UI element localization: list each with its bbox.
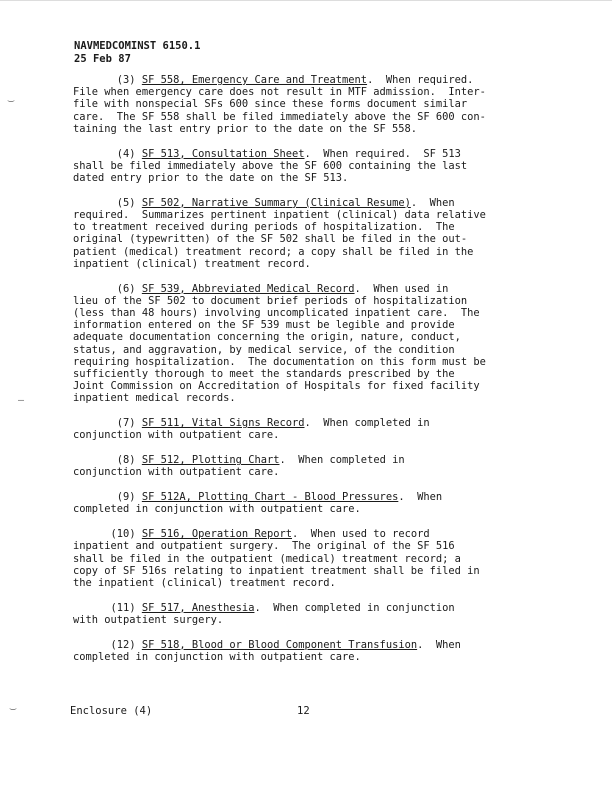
document-header (74, 40, 200, 66)
paragraph-item (73, 74, 553, 135)
form-title: SF 511, Vital Signs Record (141, 417, 305, 430)
line-text: . When completed in conjunction (254, 601, 455, 614)
line-text: . When completed in (279, 454, 405, 467)
margin-mark: — (18, 395, 25, 406)
instruction-number: NAVMEDCOMINST 6150.1 (74, 40, 201, 52)
line-text: . When (398, 491, 443, 504)
paragraph-line: care. The SF 558 shall be filed immediately above the SF 600 con- (73, 110, 486, 123)
paragraph-line: (less than 48 hours) involving uncomplicated inpatient care. The (73, 307, 480, 320)
paragraph-number: (11) (110, 601, 136, 614)
form-title: SF 518, Blood or Blood Component Transfusion (141, 638, 418, 651)
paragraph-line: dated entry prior to the date on the SF 513. (73, 172, 349, 185)
paragraph-line: file with nonspecial SFs 600 since these forms document similar (73, 98, 468, 111)
paragraph-line: completed in conjunction with outpatient care. (73, 503, 361, 516)
paragraph-line (73, 74, 553, 86)
paragraph-line: required. Summarizes pertinent inpatient (clinical) data relative (73, 209, 486, 222)
paragraph-line (73, 639, 553, 651)
line-text: . When completed in (304, 417, 430, 430)
paragraph-item (73, 639, 553, 663)
paragraph-line: to treatment received during periods of hospitalization. The (73, 221, 455, 234)
paragraph-item (73, 528, 553, 589)
paragraph-number: (3) (116, 74, 136, 86)
line-text: . When required. SF 513 (304, 147, 461, 160)
paragraph-item (73, 148, 553, 185)
paragraph-number: (5) (116, 196, 136, 209)
paragraph-line (73, 528, 553, 540)
paragraph-line: original (typewritten) of the SF 502 shall be filed in the out- (73, 233, 468, 246)
paragraph-line (73, 283, 553, 295)
paragraph-number: (6) (116, 282, 136, 295)
paragraph-line (73, 602, 553, 614)
paragraph-line: completed in conjunction with outpatient care. (73, 651, 361, 664)
paragraph-line: sufficiently thorough to meet the standards prescribed by the (73, 368, 455, 381)
instruction-date: 25 Feb 87 (74, 53, 131, 65)
paragraph-number: (7) (116, 417, 136, 430)
paragraph-line (73, 417, 553, 429)
paragraph-number: (4) (116, 147, 136, 160)
paragraph-item (73, 491, 553, 515)
paragraph-line: adequate documentation concerning the origin, nature, conduct, (73, 331, 461, 344)
paragraph-number: (10) (110, 528, 136, 541)
paragraph-line: inpatient (clinical) treatment record. (73, 257, 311, 270)
paragraph-line: patient (medical) treatment record; a copy shall be filed in the (73, 245, 474, 258)
paragraph-line: conjunction with outpatient care. (73, 429, 280, 442)
paragraph-line (73, 197, 553, 209)
paragraph-line (73, 148, 553, 160)
paragraph-line: the inpatient (clinical) treatment record. (73, 577, 336, 590)
enclosure-label: Enclosure (4) (70, 705, 153, 717)
margin-mark: ‿ (8, 92, 15, 103)
form-title: SF 516, Operation Report (141, 528, 292, 541)
margin-mark: ‿ (10, 700, 17, 711)
line-text: . When used to record (291, 528, 430, 541)
paragraph-line: conjunction with outpatient care. (73, 466, 280, 479)
paragraph-line: information entered on the SF 539 must be legible and provide (73, 319, 455, 332)
form-title: SF 513, Consultation Sheet (141, 147, 305, 160)
paragraph-line: shall be filed in the outpatient (medical) treatment record; a (73, 552, 461, 565)
paragraph-line: inpatient medical records. (73, 392, 236, 405)
paragraph-line: taining the last entry prior to the date on the SF 558. (73, 122, 418, 135)
form-title: SF 539, Abbreviated Medical Record (141, 282, 355, 295)
paragraph-item (73, 283, 553, 405)
paragraph-number: (9) (116, 491, 136, 504)
line-text: . When required. (367, 74, 474, 86)
paragraph-item (73, 417, 553, 441)
page-number: 12 (297, 705, 310, 717)
paragraph-item (73, 197, 553, 270)
paragraph-line: Joint Commission on Accreditation of Hospitals for fixed facility (73, 380, 480, 393)
paragraph-line: copy of SF 516s relating to inpatient treatment shall be filed in (73, 564, 480, 577)
paragraph-item (73, 602, 553, 626)
paragraph-number: (12) (110, 638, 136, 651)
paragraph-line: inpatient and outpatient surgery. The original of the SF 516 (73, 540, 455, 553)
form-title: SF 512A, Plotting Chart - Blood Pressures (141, 491, 399, 504)
form-title: SF 517, Anesthesia (141, 601, 255, 614)
line-text: . When used in (354, 282, 449, 295)
paragraph-line: File when emergency care does not result in MTF admission. Inter- (73, 86, 486, 99)
line-text: . When (410, 196, 455, 209)
form-title: SF 502, Narrative Summary (Clinical Resume) (141, 196, 411, 209)
document-body (73, 74, 553, 676)
paragraph-line: lieu of the SF 502 to document brief periods of hospitalization (73, 294, 468, 307)
form-title: SF 558, Emergency Care and Treatment (141, 74, 368, 86)
paragraph-item (73, 454, 553, 478)
paragraph-line: shall be filed immediately above the SF 600 containing the last (73, 159, 468, 172)
paragraph-line: with outpatient surgery. (73, 614, 224, 627)
paragraph-line: requiring hospitalization. The documentation on this form must be (73, 355, 486, 368)
paragraph-number: (8) (116, 454, 136, 467)
paragraph-line (73, 454, 553, 466)
scan-edge (0, 0, 612, 1)
line-text: . When (417, 638, 461, 651)
form-title: SF 512, Plotting Chart (141, 454, 280, 467)
paragraph-line: status, and aggravation, by medical service, of the condition (73, 343, 455, 356)
paragraph-line (73, 491, 553, 503)
